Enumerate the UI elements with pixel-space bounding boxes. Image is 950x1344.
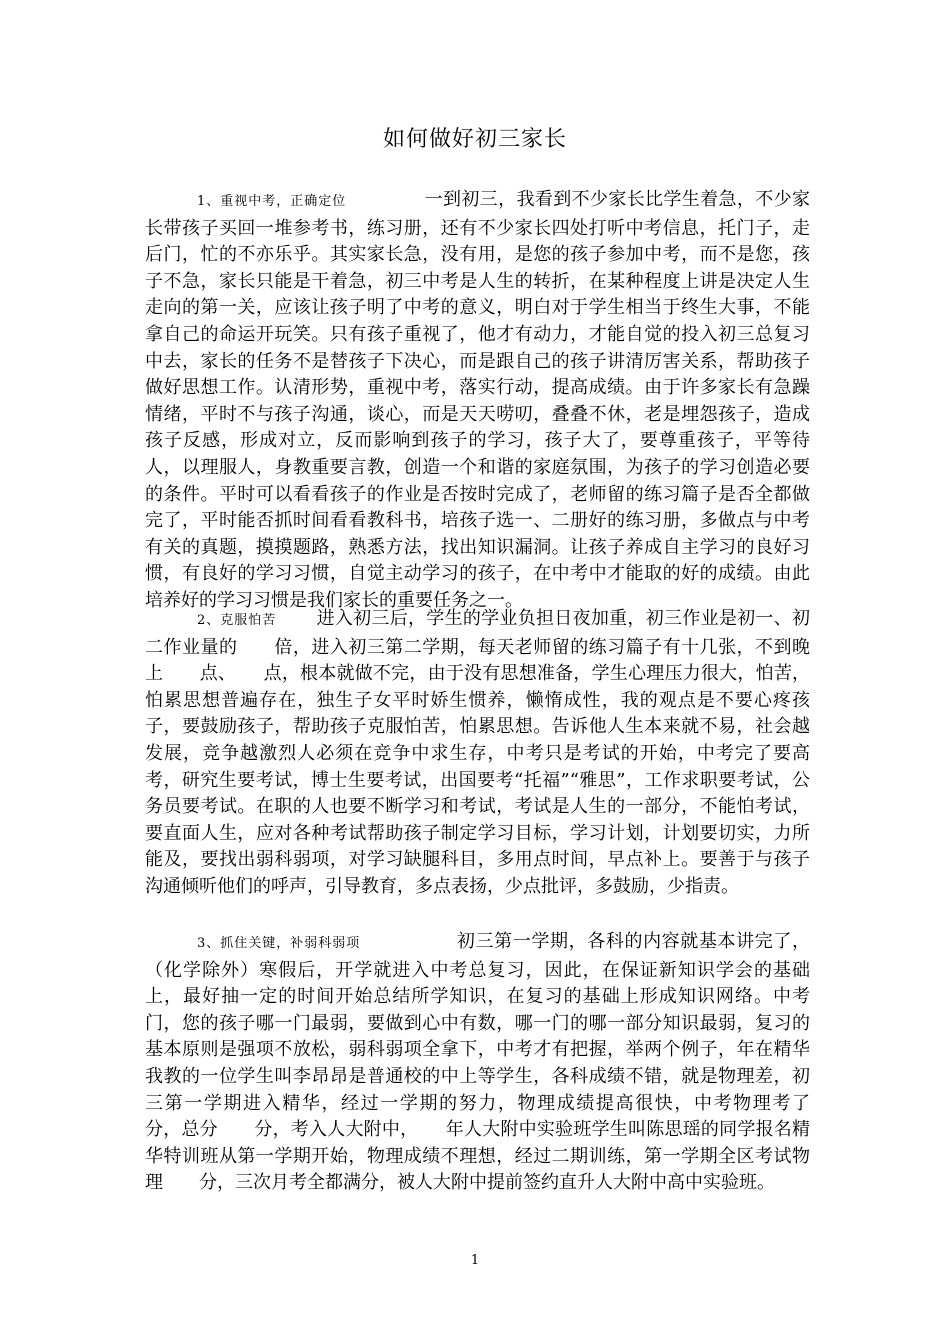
paragraph-3-body-d: 分，总分	[145, 1119, 218, 1141]
paragraph-3-body-g: 分，三次月考全都满分，被人大附中提前签约直升人大附中高中实验班。	[199, 1172, 775, 1194]
paragraph-3-body-b: 门，您的孩子哪一门最弱，要做到心中有数，哪一门的哪一部分知识最弱，复习的基本原则是强项不放松，弱科弱项全拿下，中考才有把握，举两个例子，	[145, 1012, 810, 1061]
paragraph-2-body-a: 进入初三后，学生的学业负担日夜加重，初三作业是初一、初二作业量的	[145, 608, 810, 658]
paragraph-1	[145, 187, 810, 615]
paragraph-2	[145, 606, 810, 901]
page-number: 1	[470, 1253, 480, 1268]
paragraph-2-body-d: 点，根本就做不完，由于没有思想准备，学生心理压力很大，怕苦，怕累思想普遍存在，独生子女平时娇生惯养，懒惰成性，我的观点是不要心疼孩子，要鼓励孩子，帮助孩子克服怕苦，怕累思想。告诉他人生本来就不易，社会越发展，竞争越激烈人必须在竞争中求生存，中考只是考试的开始，中考完了要高考，研究生要考试，博士生要考试，出国要考“托福”“雅思”，工作求职要考试，公务员要考试。在职的人也要不断学习和考试，考试是人生的一部分，不能怕考试，要直面人生，应对各种考试帮助孩子制定学习目标，学习计划，计划要切实，力所能及，要找出弱科弱项，对学习缺腿科目，多用点时间，早点补上。要善于与孩子沟通倾听他们的呼声，引导教育，多点表扬，少点批评，多鼓励，少指责。	[145, 663, 811, 897]
document-title: 如何做好初三家长	[382, 127, 567, 152]
paragraph-3-heading: 3、抓住关键，补弱科弱项	[197, 936, 361, 951]
paragraph-3-body-f: 年人大附中实验班学生叫陈思瑶的同学报名精华特训班从第一学期开始，物理成绩不理想，经过二期训练，第一学期全区考试物理	[145, 1119, 811, 1194]
paragraph-2-heading: 2、克服怕苦	[197, 613, 277, 628]
paragraph-1-heading: 1、重视中考，正确定位	[197, 194, 347, 209]
paragraph-1-body: 一到初三，我看到不少家长比学生着急，不少家长带孩子买回一堆参考书，练习册，还有不少家长四处打听中考信息，托门子，走后门，忙的不亦乐乎。其实家长急，没有用，是您的孩子参加中考，而不是您，孩子不急，家长只能是干着急，初三中考是人生的转折，在某种程度上讲是决定人生走向的第一关，应该让孩子明了中考的意义，明白对于学生相当于终生大事，不能拿自己的命运开玩笑。只有孩子重视了，他才有动力，才能自觉的投入初三总复习中去，家长的任务不是替孩子下决心，而是跟自己的孩子讲清厉害关系，帮助孩子做好思想工作。认清形势，重视中考，落实行动，提高成绩。由于许多家长有急躁情绪，平时不与孩子沟通，谈心，而是天天唠叨，叠叠不休，老是埋怨孩子，造成孩子反感，形成对立，反而影响到孩子的学习，孩子大了，要尊重孩子，平等待人，以理服人，身教重要言教，创造一个和谐的家庭氛围，为孩子的学习创造必要的条件。平时可以看看孩子的作业是否按时完成了，老师留的练习篇子是否全都做完了，平时能否抓时间看看教科书，培孩子选一、二册好的练习册，多做点与中考有关的真题，摸摸题路，熟悉方法，找出知识漏洞。让孩子养成自主学习的良好习惯，有良好的学习习惯，自觉主动学习的孩子，在中考中才能取的好的成绩。由此培养好的学习习惯是我们家长的重要任务之一。	[145, 189, 810, 611]
paragraph-3-body-e: 分，考入人大附中，	[254, 1119, 410, 1141]
paragraph-2-body-b: 倍，进入初三第二学期，每天老师留的练习篇子有十几张，不到晚上	[145, 636, 811, 685]
paragraph-3	[145, 929, 810, 1197]
paragraph-3-body-a: 初三第一学期，各科的内容就基本讲完了，（化学除外）寒假后，开学就进入中考总复习，因此，在保证新知识学会的基础上，最好抽一定的时间开始总结所学知识，在复习的基础上形成知识网络。中考	[145, 931, 810, 1008]
paragraph-2-body-c: 点、	[199, 663, 228, 685]
paragraph-3-body-c: 年在精华我教的一位学生叫李昂昂是普通校的中上等学生，各科成绩不错，就是物理差，初三第一学期进入精华，经过一学期的努力，物理成绩提高很快，中考物理考了	[145, 1039, 811, 1114]
